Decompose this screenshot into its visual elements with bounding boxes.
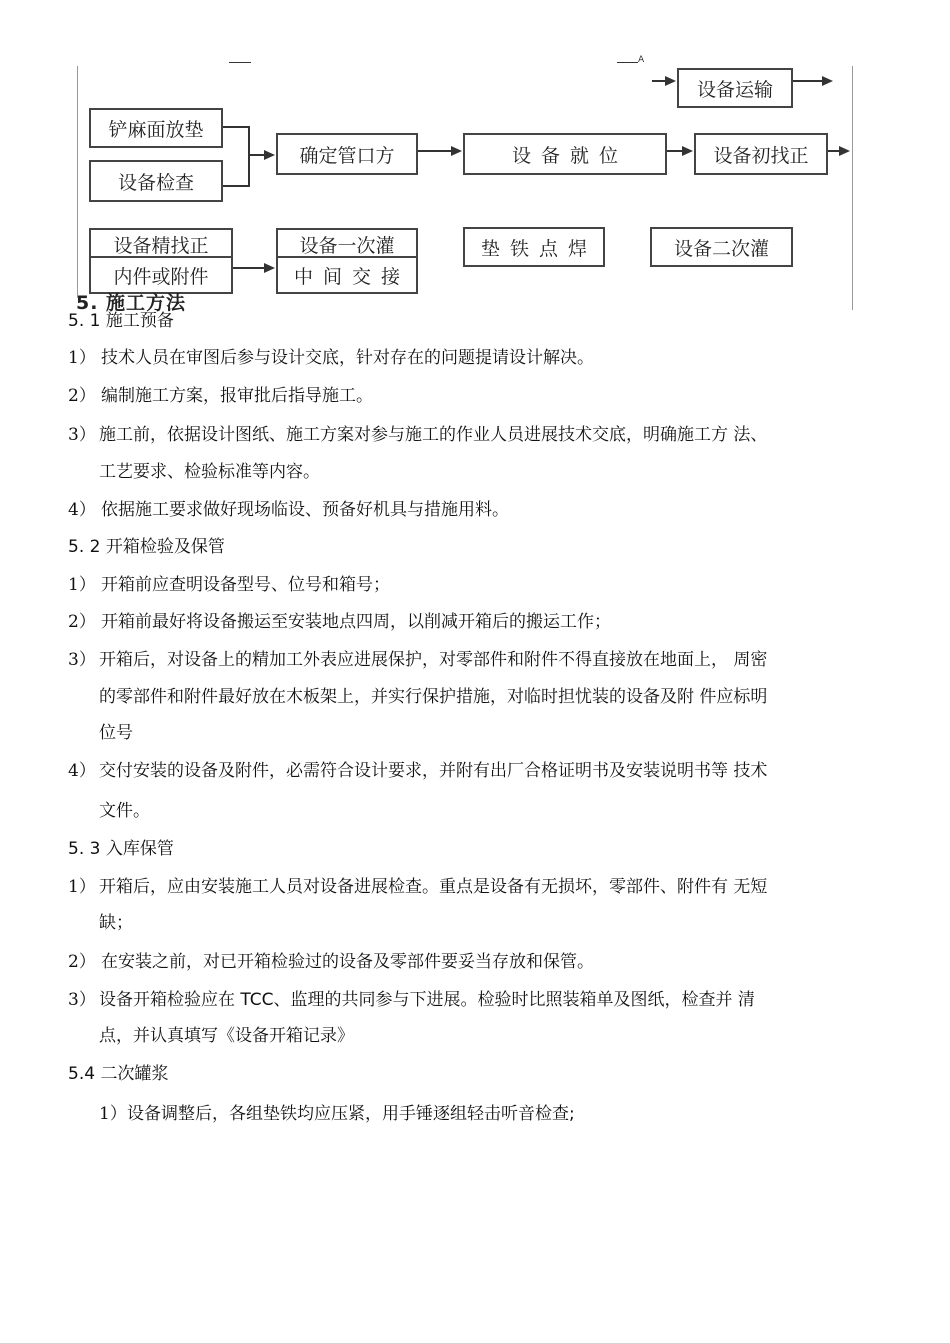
arrow-head <box>665 76 676 86</box>
box-shovel-pad: 铲麻面放垫 <box>89 108 223 148</box>
box-second-grouting: 设备二次灌 <box>650 227 793 267</box>
list-item: 1） 开箱前应查明设备型号、位号和箱号； <box>68 575 390 595</box>
list-item: 2） 开箱前最好将设备搬运至安装地点四周，以削减开箱后的搬运工作； <box>68 612 611 632</box>
connector-line <box>223 126 249 128</box>
arrow-head <box>682 146 693 156</box>
top-dash-left <box>229 62 251 63</box>
section-title: 5. 1 施工预备 <box>68 311 174 331</box>
arrow-line <box>667 150 683 152</box>
list-item: 1）设备调整后，各组垫铁均应压紧，用手锤逐组轻击听音检查; <box>99 1104 575 1124</box>
construction-flow-diagram <box>0 0 950 314</box>
box-initial-alignment: 设备初找正 <box>694 133 828 175</box>
arrow-head <box>264 150 275 160</box>
box-internals-attachments: 内件或附件 <box>89 256 233 294</box>
list-item: 4） 依据施工要求做好现场临设、预备好机具与措施用料。 <box>68 500 509 520</box>
connector-line <box>223 185 249 187</box>
top-marker: A <box>638 55 645 65</box>
list-item: 1） 技术人员在审图后参与设计交底，针对存在的问题提请设计解决。 <box>68 348 594 368</box>
arrow-head <box>839 146 850 156</box>
list-item: 2） 编制施工方案，报审批后指导施工。 <box>68 386 373 406</box>
box-first-grouting: 设备一次灌 <box>276 228 418 258</box>
list-item: 1） 开箱后，应由安装施工人员对设备进展检查。重点是设备有无损坏，零部件、附件有 无短 <box>68 877 768 897</box>
connector-line <box>248 126 250 187</box>
list-item: 2） 在安装之前，对已开箱检验过的设备及零部件要妥当存放和保管。 <box>68 952 594 972</box>
box-transport: 设备运输 <box>677 68 793 108</box>
box-equipment-placement: 设备就位 <box>463 133 667 175</box>
list-item-continuation: 文件。 <box>99 801 150 821</box>
section-title: 5. 2 开箱检验及保管 <box>68 537 225 557</box>
arrow-line <box>418 150 452 152</box>
box-fine-alignment: 设备精找正 <box>89 228 233 258</box>
list-item: 3） 施工前，依据设计图纸、施工方案对参与施工的作业人员进展技术交底，明确施工方 法、 <box>68 425 768 445</box>
box-intermediate-handover: 中间交接 <box>276 256 418 294</box>
list-item-continuation: 缺； <box>99 913 133 933</box>
box-confirm-nozzle: 确定管口方 <box>276 133 418 175</box>
arrow-line <box>233 267 265 269</box>
section-title: 5.4 二次罐浆 <box>68 1064 169 1084</box>
section-title: 5. 3 入库保管 <box>68 839 174 859</box>
list-item-continuation: 位号 <box>99 723 133 743</box>
arrow-head <box>822 76 833 86</box>
diagram-frame-right <box>852 66 853 310</box>
list-item-continuation: 点，并认真填写《设备开箱记录》 <box>99 1026 354 1046</box>
arrow-head <box>264 263 275 273</box>
box-spot-welding: 垫铁点焊 <box>463 227 605 267</box>
section-5-heading: 5. 施工方法 <box>76 292 187 314</box>
arrow-line <box>249 154 265 156</box>
list-item: 4） 交付安装的设备及附件，必需符合设计要求，并附有出厂合格证明书及安装说明书等 技术 <box>68 761 768 781</box>
arrow-head <box>451 146 462 156</box>
arrow-line <box>652 80 666 82</box>
list-item: 3） 设备开箱检验应在 TCC、监理的共同参与下进展。检验时比照装箱单及图纸，检查并 清 <box>68 990 755 1010</box>
arrow-line <box>793 80 823 82</box>
top-dash-right <box>617 62 638 63</box>
diagram-frame-left <box>77 66 78 298</box>
list-item-continuation: 的零部件和附件最好放在木板架上，并实行保护措施，对临时担忧装的设备及附 件应标明 <box>99 687 768 707</box>
box-equipment-check: 设备检查 <box>89 160 223 202</box>
list-item: 3） 开箱后，对设备上的精加工外表应进展保护，对零部件和附件不得直接放在地面上， 周密 <box>68 650 768 670</box>
list-item-continuation: 工艺要求、检验标准等内容。 <box>99 462 320 482</box>
